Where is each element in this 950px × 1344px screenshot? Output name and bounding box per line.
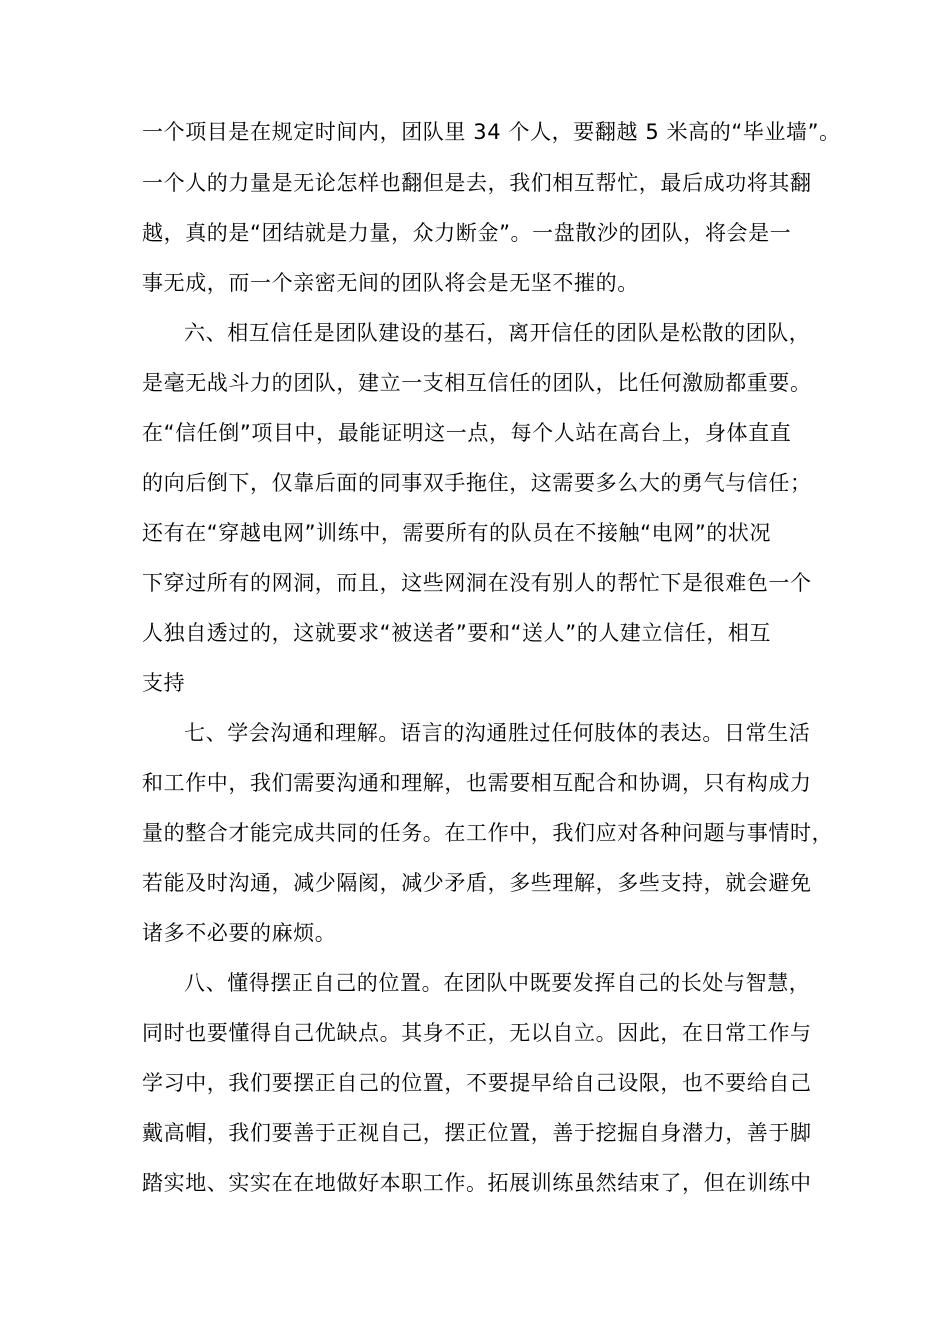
text-line: 越，真的是“团结就是力量，众力断金”。一盘散沙的团队，将会是一 — [142, 221, 792, 245]
text-line: 的向后倒下，仅靠后面的同事双手拖住，这需要多么大的勇气与信任； — [142, 471, 812, 495]
text-line: 是毫无战斗力的团队，建立一支相互信任的团队，比任何激励都重要。 — [142, 371, 812, 395]
text-line: 下穿过所有的网洞，而且，这些网洞在没有别人的帮忙下是很难色一个 — [142, 571, 812, 595]
text-line: 一个人的力量是无论怎样也翻但是去，我们相互帮忙，最后成功将其翻 — [142, 171, 812, 195]
text-line: 支持 — [142, 671, 186, 695]
text-line: 若能及时沟通，减少隔阂，减少矛盾，多些理解，多些支持，就会避免 — [142, 871, 812, 895]
text-line: 事无成，而一个亲密无间的团队将会是无坚不摧的。 — [142, 271, 639, 295]
text-line: 和工作中，我们需要沟通和理解，也需要相互配合和协调，只有构成力 — [142, 771, 812, 795]
text-line: 人独自透过的，这就要求“被送者”要和“送人”的人建立信任，相互 — [142, 621, 772, 645]
paragraph-seven-start: 七、学会沟通和理解。语言的沟通胜过任何肢体的表达。日常生活 — [184, 721, 811, 745]
text-line: 戴高帽，我们要善于正视自己，摆正位置，善于挖掘自身潜力，善于脚 — [142, 1121, 812, 1145]
text-line: 同时也要懂得自己优缺点。其身不正，无以自立。因此，在日常工作与 — [142, 1021, 812, 1045]
text-line: 还有在“穿越电网”训练中，需要所有的队员在不接触“电网”的状况 — [142, 521, 772, 545]
text-line: 量的整合才能完成共同的任务。在工作中，我们应对各种问题与事情时， — [142, 821, 834, 845]
text-line: 踏实地、实实在在地做好本职工作。拓展训练虽然结束了，但在训练中 — [142, 1171, 812, 1195]
paragraph-eight-start: 八、懂得摆正自己的位置。在团队中既要发挥自己的长处与智慧， — [184, 971, 811, 995]
text-line: 学习中，我们要摆正自己的位置，不要提早给自己设限，也不要给自己 — [142, 1071, 812, 1095]
text-line: 在“信任倒”项目中，最能证明这一点，每个人站在高台上，身体直直 — [142, 421, 792, 445]
paragraph-six-start: 六、相互信任是团队建设的基石，离开信任的团队是松散的团队， — [184, 321, 811, 345]
text-line: 诸多不必要的麻烦。 — [142, 921, 337, 945]
text-line: 一个项目是在规定时间内，团队里 34 个人，要翻越 5 米高的“毕业墙”。 — [142, 120, 841, 144]
